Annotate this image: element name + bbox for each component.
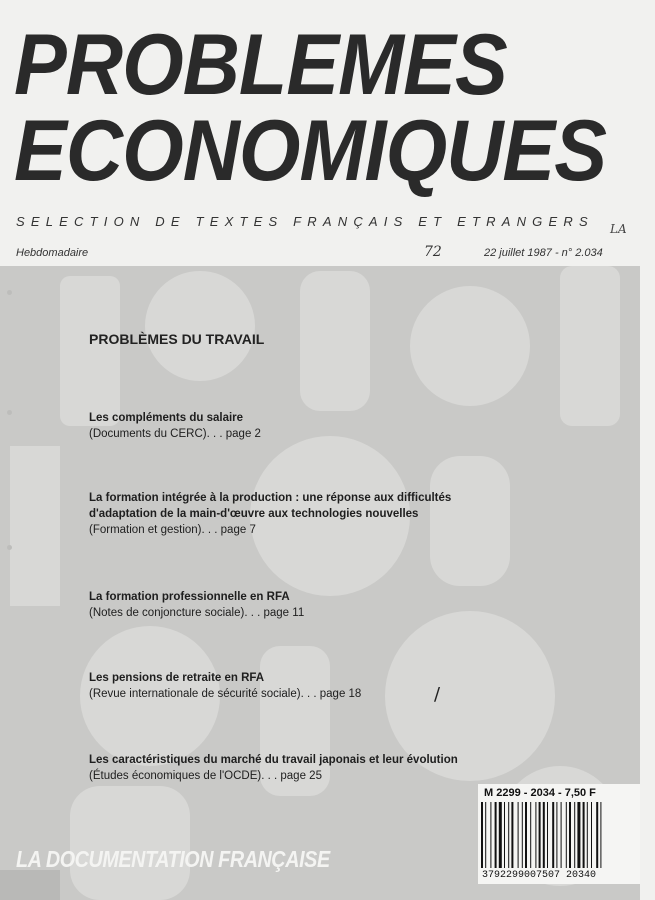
toc-entry-title: Les caractéristiques du marché du travail japonais et leur évolution: [89, 754, 458, 766]
toc-entry-source: (Documents du CERC). . . page 2: [89, 428, 261, 440]
barcode-bar: [600, 802, 601, 868]
toc-entry: [89, 410, 261, 442]
barcode-bar: [518, 802, 519, 868]
barcode-bar: [499, 802, 502, 868]
handwritten-number: 72: [424, 244, 442, 260]
barcode-bar: [485, 802, 486, 868]
barcode-bar: [525, 802, 527, 868]
barcode-bar: [539, 802, 541, 868]
barcode-bar: [561, 802, 562, 868]
issue-date: 22 juillet 1987 - n° 2.034: [484, 247, 603, 259]
publisher-name: LA DOCUMENTATION FRANÇAISE: [16, 846, 330, 872]
toc-entry-title: La formation professionnelle en RFA: [89, 591, 290, 603]
toc-entry-title: La formation intégrée à la production : une réponse aux difficultés d'adaptation de la main-d'œuvre aux technologies nouvelles: [89, 492, 452, 520]
section-title: PROBLÈMES DU TRAVAIL: [89, 331, 265, 347]
toc-entry: [89, 670, 361, 702]
barcode-bar: [556, 802, 557, 868]
barcode-bar: [490, 802, 491, 868]
punch-hole: [7, 545, 12, 550]
masthead-title-line1: PROBLEMES: [14, 17, 507, 113]
barcode-bar: [522, 802, 523, 868]
barcode-bar: [504, 802, 505, 868]
barcode-bar: [535, 802, 536, 868]
toc-entry-title: Les pensions de retraite en RFA: [89, 672, 265, 684]
punch-hole: [7, 410, 12, 415]
masthead-subtitle: SELECTION DE TEXTES FRANÇAIS ET ETRANGERS: [16, 214, 594, 229]
barcode-bar: [495, 802, 497, 868]
barcode-bar: [587, 802, 588, 868]
binding-strip: [0, 870, 60, 900]
punch-hole: [7, 290, 12, 295]
handwritten-initials: LA: [610, 222, 627, 236]
toc-entry-source: (Notes de conjoncture sociale). . . page 11: [89, 607, 305, 619]
barcode-bar: [511, 802, 513, 868]
barcode-bar: [574, 802, 575, 868]
toc-entry-source: (Formation et gestion). . . page 7: [89, 524, 256, 536]
barcode-code: M 2299 - 2034 - 7,50 F: [484, 787, 596, 799]
barcode-bar: [481, 802, 483, 868]
toc-entry-title: Les compléments du salaire: [89, 412, 244, 424]
barcode-bar: [530, 802, 531, 868]
toc-entry-source: (Revue internationale de sécurité sociale). . . page 18: [89, 688, 362, 700]
barcode-bar: [566, 802, 567, 868]
toc-entry: [89, 589, 304, 621]
barcode-number: 3792299007507 20340: [482, 870, 597, 881]
barcode-label: [478, 784, 640, 884]
barcode-bars: [481, 802, 637, 868]
barcode-bar: [547, 802, 548, 868]
toc-entry-source: (Études économiques de l'OCDE). . . page 25: [89, 770, 322, 782]
barcode-bar: [591, 802, 592, 868]
barcode-bar: [577, 802, 580, 868]
masthead-title-line2: ECONOMIQUES: [14, 103, 607, 199]
barcode-bar: [543, 802, 545, 868]
pen-tick-mark: /: [434, 684, 441, 705]
barcode-bar: [569, 802, 571, 868]
barcode-bar: [596, 802, 598, 868]
barcode-bar: [508, 802, 509, 868]
barcode-bar: [552, 802, 554, 868]
publication-frequency: Hebdomadaire: [16, 247, 89, 259]
toc-entry: [89, 752, 458, 784]
toc-entry: [89, 490, 489, 538]
barcode-bar: [583, 802, 585, 868]
